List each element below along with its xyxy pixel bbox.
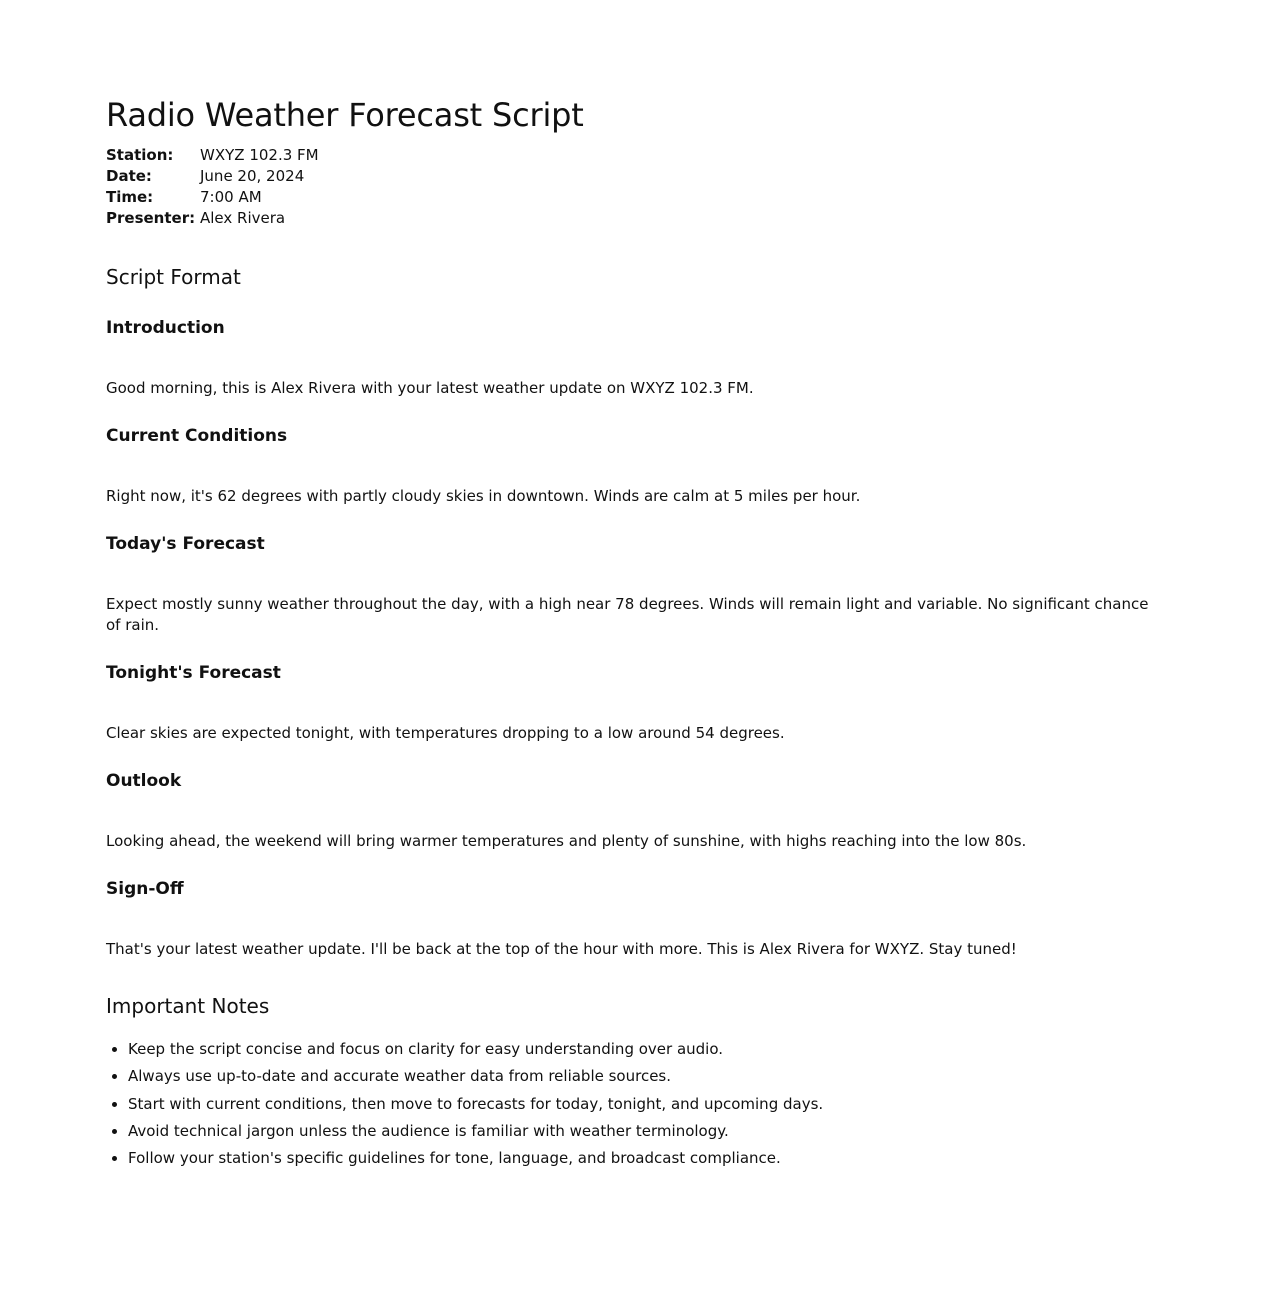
todays-forecast-section [106, 533, 1166, 636]
time-value: 7:00 AM [200, 188, 262, 206]
tonights-forecast-section [106, 662, 1166, 744]
introduction-heading: Introduction [106, 318, 225, 338]
script-format-heading: Script Format [106, 265, 241, 289]
date-value: June 20, 2024 [200, 167, 305, 185]
tonights-forecast-heading: Tonight's Forecast [106, 663, 281, 683]
outlook-text: Looking ahead, the weekend will bring warmer temperatures and plenty of sunshine, with highs reaching into the low 80s. [106, 832, 1027, 850]
time-label: Time: [106, 188, 154, 206]
introduction-text: Good morning, this is Alex Rivera with your latest weather update on WXYZ 102.3 FM. [106, 379, 754, 397]
presenter-label: Presenter: [106, 209, 196, 227]
sign-off-section [106, 878, 1166, 960]
outlook-heading: Outlook [106, 771, 182, 791]
script-metadata [106, 145, 1166, 229]
list-item: • Avoid technical jargon unless the audience is familiar with weather terminology. [128, 1118, 1166, 1145]
station-value: WXYZ 102.3 FM [200, 146, 319, 164]
page-title: Radio Weather Forecast Script [106, 96, 584, 134]
outlook-section [106, 770, 1166, 852]
date-label: Date: [106, 167, 152, 185]
current-conditions-section [106, 425, 1166, 507]
list-item: • Follow your station's specific guidelines for tone, language, and broadcast compliance. [128, 1145, 1166, 1172]
important-notes-heading: Important Notes [106, 994, 270, 1018]
list-item: • Always use up-to-date and accurate weather data from reliable sources. [128, 1063, 1166, 1090]
introduction-section [106, 317, 1166, 399]
sign-off-heading: Sign-Off [106, 879, 184, 899]
station-label: Station: [106, 146, 174, 164]
todays-forecast-text: Expect mostly sunny weather throughout the day, with a high near 78 degrees. Winds will remain light and variable. No significant chance of rain. [106, 595, 1149, 634]
tonights-forecast-text: Clear skies are expected tonight, with temperatures dropping to a low around 54 degrees. [106, 724, 785, 742]
current-conditions-text: Right now, it's 62 degrees with partly cloudy skies in downtown. Winds are calm at 5 miles per hour. [106, 487, 861, 505]
important-notes-list [106, 1036, 1166, 1172]
presenter-value: Alex Rivera [200, 209, 286, 227]
list-item: • Keep the script concise and focus on clarity for easy understanding over audio. [128, 1036, 1166, 1063]
todays-forecast-heading: Today's Forecast [106, 534, 265, 554]
list-item: • Start with current conditions, then move to forecasts for today, tonight, and upcoming days. [128, 1091, 1166, 1118]
sign-off-text: That's your latest weather update. I'll be back at the top of the hour with more. This is Alex Rivera for WXYZ. Stay tuned! [106, 940, 1017, 958]
current-conditions-heading: Current Conditions [106, 426, 288, 446]
